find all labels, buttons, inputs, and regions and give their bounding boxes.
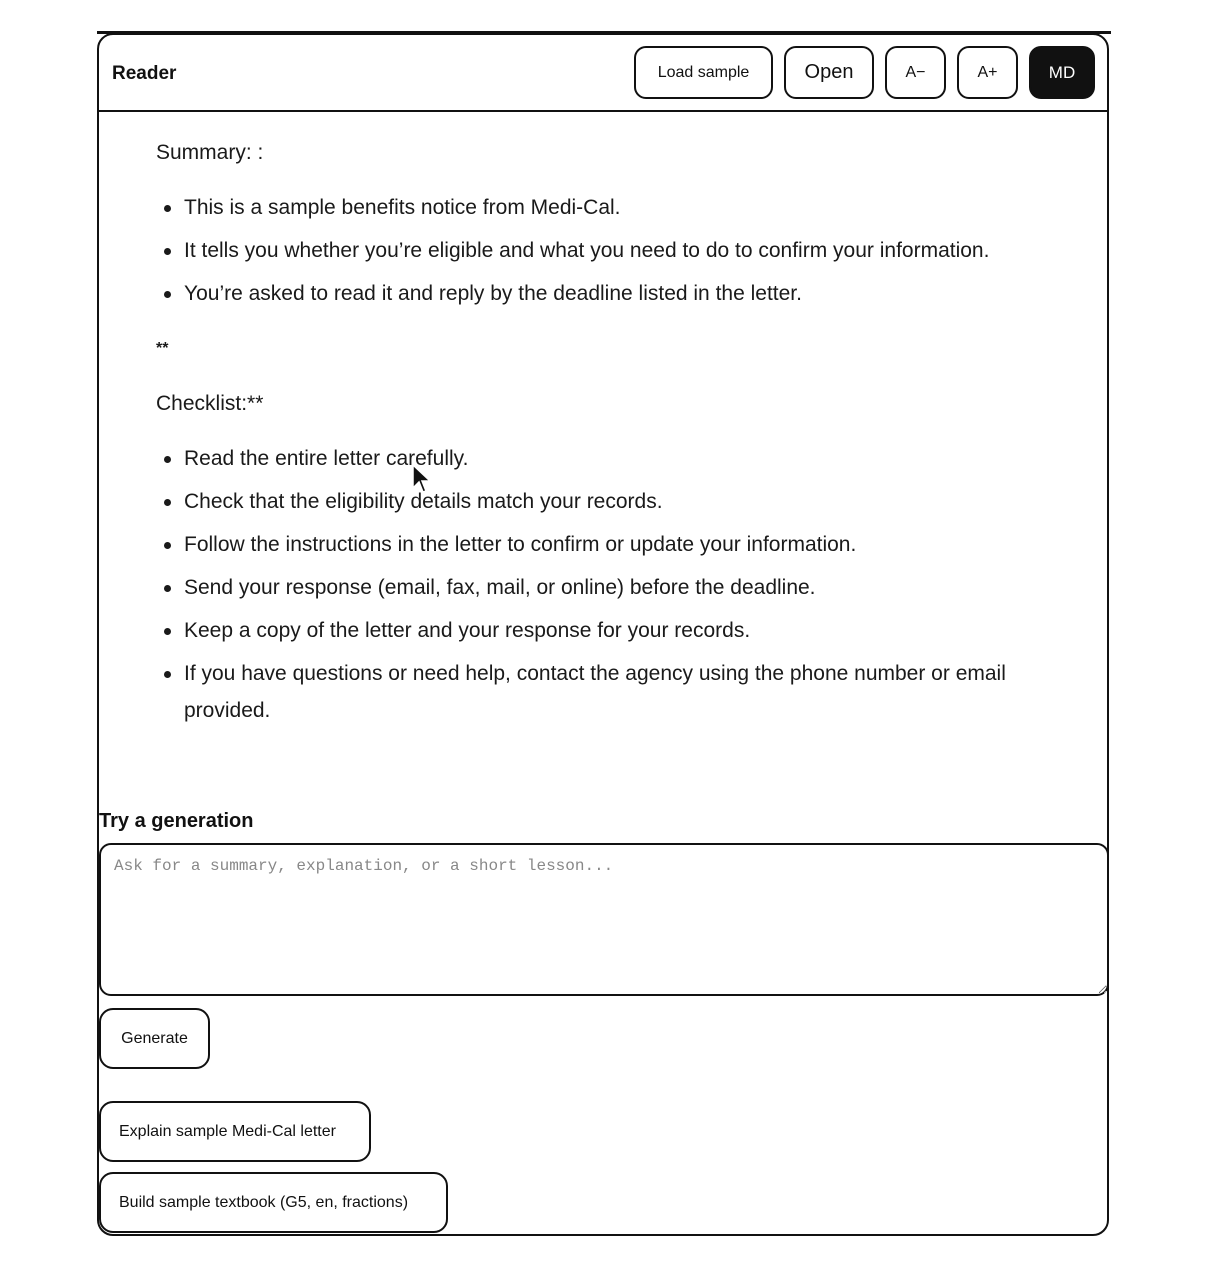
- markdown-toggle-button[interactable]: MD: [1029, 46, 1095, 99]
- explain-sample-letter-button[interactable]: Explain sample Medi-Cal letter: [99, 1101, 371, 1162]
- reader-content: [99, 112, 1107, 729]
- reader-header: [99, 35, 1107, 112]
- list-item: Send your response (email, fax, mail, or online) before the deadline.: [184, 569, 1044, 606]
- list-item: Follow the instructions in the letter to confirm or update your information.: [184, 526, 1044, 563]
- mouse-cursor-icon: [412, 464, 432, 496]
- reader-panel: [97, 33, 1109, 1236]
- prompt-input[interactable]: [99, 843, 1109, 996]
- summary-heading: Summary: :: [156, 141, 264, 164]
- list-item: It tells you whether you’re eligible and what you need to do to confirm your information.: [184, 232, 1044, 269]
- list-item: You’re asked to read it and reply by the deadline listed in the letter.: [184, 275, 1044, 312]
- list-item: Keep a copy of the letter and your response for your records.: [184, 612, 1044, 649]
- open-button[interactable]: Open: [784, 46, 874, 99]
- load-sample-button[interactable]: Load sample: [634, 46, 773, 99]
- summary-list: [156, 189, 1107, 312]
- list-item: Read the entire letter carefully.: [184, 440, 1044, 477]
- list-item: Check that the eligibility details match your records.: [184, 483, 1044, 520]
- build-sample-textbook-button[interactable]: Build sample textbook (G5, en, fractions): [99, 1172, 448, 1233]
- app-title: Reader: [112, 62, 177, 84]
- toolbar: [634, 46, 1095, 99]
- checklist-heading: Checklist:**: [156, 392, 264, 415]
- generation-section: [99, 810, 1107, 1233]
- list-item: If you have questions or need help, contact the agency using the phone number or email provided.: [184, 655, 1044, 729]
- generation-title: Try a generation: [99, 810, 254, 832]
- list-item: This is a sample benefits notice from Medi-Cal.: [184, 189, 1044, 226]
- font-increase-button[interactable]: A+: [957, 46, 1018, 99]
- checklist-list: [156, 440, 1107, 729]
- stray-markdown-stars: **: [156, 340, 169, 357]
- generate-button[interactable]: Generate: [99, 1008, 210, 1069]
- font-decrease-button[interactable]: A−: [885, 46, 946, 99]
